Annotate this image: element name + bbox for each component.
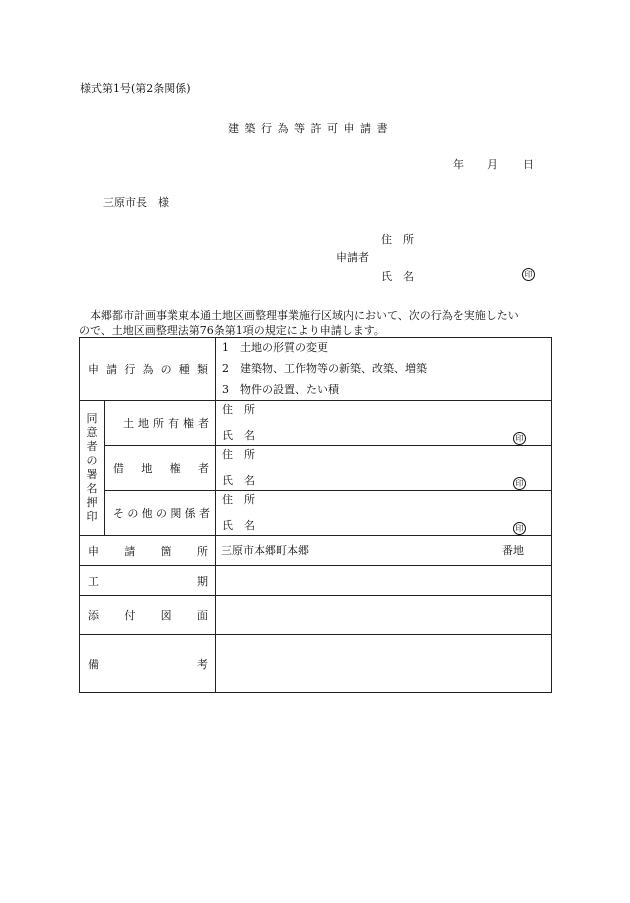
action-type-label-cell [80,338,216,401]
consenter-other-fields [216,491,552,536]
date-month: 月 [487,158,498,171]
applicant-address-label: 住 所 [381,233,414,246]
action-option-3[interactable]: 3 物件の設置、たい積 [222,383,339,396]
document-title: 建 築 行 為 等 許 可 申 請 書 [228,122,389,135]
location-field[interactable] [216,536,552,566]
location-label: 申 請 箇 所 [88,544,208,558]
date-day: 日 [523,158,534,171]
location-suffix: 番地 [502,544,524,557]
consenter-lessee-fields [216,446,552,491]
application-table [79,337,552,693]
consenter-lessee-address[interactable]: 住 所 [222,448,255,461]
seal-icon: 印 [513,522,526,535]
applicant-name-label: 氏 名 [381,270,414,283]
remarks-row [80,635,552,693]
remarks-label: 備 考 [88,657,208,671]
seal-icon: 印 [513,432,526,445]
addressee: 三原市長 様 [103,196,169,209]
consenter-other-label-cell [105,491,216,536]
seal-icon: 印 [513,477,526,490]
consenter-lessee-name[interactable] [216,468,551,490]
consenter-other-name-label: 氏 名 [222,519,255,532]
consenter-other-label: そ の 他 の 関 係 者 [113,507,210,520]
applicant-label: 申請者 [336,251,369,264]
period-field[interactable] [216,566,552,596]
attachments-field[interactable] [216,596,552,635]
remarks-label-cell [80,635,216,693]
action-type-row [80,338,552,401]
consenter-owner-label: 土 地 所 有 権 者 [123,417,209,430]
consenter-row-owner [80,401,552,446]
attachments-row [80,596,552,635]
consenter-owner-fields [216,401,552,446]
consenter-lessee-name-label: 氏 名 [222,474,255,487]
action-type-label: 申 請 行 為 の 種 類 [88,363,208,376]
body-text-line1: 本郷都市計画事業東本通土地区画整理事業施行区域内において、次の行為を実施したい [90,309,519,322]
period-label-cell [80,566,216,596]
remarks-field[interactable] [216,635,552,693]
consenter-other-name[interactable] [216,513,551,535]
period-row [80,566,552,596]
location-label-cell [80,536,216,566]
period-label: 工 期 [88,574,208,588]
attachments-label-cell [80,596,216,635]
body-text-line2: ので、土地区画整理法第76条第1項の規定により申請します。 [79,324,385,337]
consenter-lessee-label-cell [105,446,216,491]
consenter-owner-address[interactable]: 住 所 [222,403,255,416]
consenter-owner-name[interactable] [216,423,551,445]
consenter-other-address[interactable]: 住 所 [222,493,255,506]
consent-label-cell [80,401,105,536]
form-number: 様式第1号(第2条関係) [80,82,191,95]
date-year: 年 [453,158,464,171]
action-option-2[interactable]: 2 建築物、工作物等の新築、改築、増築 [222,362,427,375]
consenter-lessee-label: 借 地 権 者 [113,462,209,475]
consenter-owner-label-cell [105,401,216,446]
consenter-owner-name-label: 氏 名 [222,429,255,442]
action-option-1[interactable]: 1 土地の形質の変更 [222,341,328,354]
location-row [80,536,552,566]
attachments-label: 添 付 図 面 [88,609,208,622]
consenter-row-other [80,491,552,536]
consenter-row-lessee [80,446,552,491]
action-type-options [216,338,552,401]
applicant-seal-icon: 印 [522,268,535,281]
location-value: 三原市本郷町本郷 [221,544,309,557]
consent-label: 同 意 者 の 署 名 押 印 [86,412,98,523]
